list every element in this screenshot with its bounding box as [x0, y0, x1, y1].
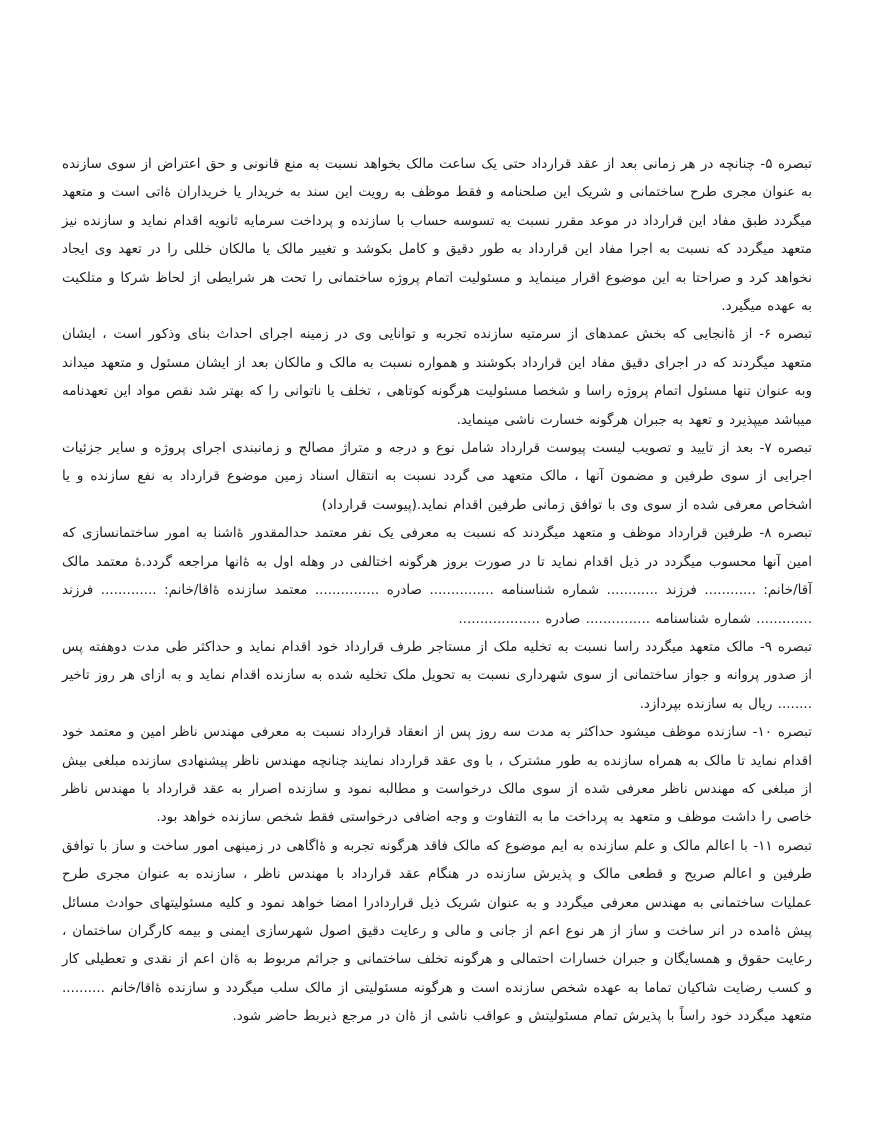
clause-paragraph-9: تبصره ۹- مالک متعهد میگردد راسا نسبت به تخلیه ملک از مستاجر طرف قرارداد خود اقدام نماید و حداکثر طی مدت دوهفته پس از صدور پروانه و جواز ساختمانی از سوی شهرداری نسبت به تحویل ملک تخلیه شده به سازنده اقدام نماید و به ازای هر روز تاخیر ........ ریال به سازنده بپردازد. [62, 638, 812, 712]
clause-paragraph-11: تبصره ۱۱- با اعالم مالک و علم سازنده به ایم موضوع که مالک فاقد هرگونه تجربه و ۀاگاهی در زمینهی امور ساخت و ساز با توافق طرفین و اعالم صریح و قطعی مالک و پذیرش سازنده در هنگام عقد قرارداد با مهندس ناظر ، سازنده به عنوان مجری طرح عملیات ساختمانی به مهندس معرفی میگردد و به عنوان شریک ذیل قراردادرا امضا خواهد نمود و کلیه مسئولیتهای حوادث مسائل پیش ۀامده در انر ساخت و ساز از هر نوع اعم از جانی و مالی و رعایت دقیق اصول شهرسازی ایمنی و بیمه کارگران ساختمان ، رعایت حقوق و همسایگان و جبران خسارات احتمالی و هرگونه تخلف ساختمانی و جرائم مربوط به ۀان اعم از نقدی و تعطیلی کار و کسب رضایت شاکیان تماما به عهده شخص سازنده است و هرگونه مسئولیتی از مالک سلب میگردد و سازنده ۀاقا/خانم .......... متعهد میگردد خود راساً با پذیرش تمام مسئولیتش و عواقب ناشی از ۀان در مرجع ذیربط حاضر شود. [62, 837, 812, 1025]
clause-paragraph-7: تبصره ۷- بعد از تایید و تصویب لیست پیوست قرارداد شامل نوع و درجه و متراژ مصالح و زمانبندی اجرای پروژه و سایر جزئیات اجرایی از سوی طرفین و مضمون آنها ، مالک متعهد می گردد نسبت به انتقال اسناد زمین موضوع قرارداد به نفع سازنده و یا اشخاص معرفی شده از سوی وی با توافق زمانی طرفین اقدام نماید.(پیوست قرارداد) [62, 440, 812, 513]
clause-paragraph-10: تبصره ۱۰- سازنده موظف میشود حداکثر به مدت سه روز پس از انعقاد قرارداد نسبت به معرفی مهندس ناظر امین و معتمد خود اقدام نماید تا مالک به همراه سازنده به طور مشترک ، با وی عقد قرارداد نمایند چنانچه مهندس ناظر پیشنهادی سازنده مبلغی بیش از مبلغی که مهندس ناظر معرفی شده از سوی مالک درخواست و مطالبه نمود و سازنده اصرار به عقد قرارداد با مهندس ناظر خاصی را داشت موظف و متعهد به پرداخت ما به التفاوت و وجه اضافی درخواستی فقط شخص سازنده خواهد بود. [62, 724, 812, 826]
contract-clauses-block [62, 150, 812, 1031]
clause-paragraph-5: تبصره ۵- چنانچه در هر زمانی بعد از عقد قرارداد حتی یک ساعت مالک بخواهد نسبت به منع قانونی و حق اعتراض از سوی سازنده به عنوان مجری طرح ساختمانی و شریک این صلحنامه و فقط موظف به رویت این سند به خریدار یا خریداران ۀاتی است و متعهد میگردد طبق مفاد این قرارداد در موعد مقرر نسبت یه تسوسه حساب با سازنده و پرداخت سرمایه ثانویه اقدام نماید و سازنده نیز متعهد میگردد که نسبت به اجرا مفاد این قرارداد به طور دقیق و کامل بکوشد و تغییر مالک یا مالکان خللی را در تعهد وی ایجاد نخواهد کرد و صراحتا به این موضوع اقرار مینماید و مسئولیت اتمام پروژه ساختمانی را تحت هر شرایطی از لحاظ شرکا و متلکیت به عهده میگیرد. [62, 156, 812, 315]
clause-paragraph-6: تبصره ۶- از ۀانجایی که بخش عمدهای از سرمتیه سازنده تجربه و توانایی وی در زمینه اجرای احداث بنای وذکور است ، ایشان متعهد میگردند که در اجرای دقیق مفاد این قرارداد بکوشند و همواره نسبت به مالک و مالکان بعد از ایشان مسئول و متعهد میداند وبه عنوان تنها مسئول اتمام پروژه راسا و شخصا مسئولیت هرگونه کوتاهی ، تخلف یا ناتوانی را که بهتر شد نقص مواد این تعهدنامه میباشد میپذیرد و تعهد به جبران هرگونه خسارت ناشی مینماید. [62, 326, 813, 428]
clause-paragraph-8: تبصره ۸- طرفین قرارداد موظف و متعهد میگردند که نسبت به معرفی یک نفر معتمد حدالمقدور ۀاشنا به امور ساختمانسازی که امین آنها محسوب میگردد در ذیل اقدام نماید تا در صورت بروز هرگونه اختالفی در وهله اول به ۀانها مراجعه گردد.ۀ معتمد مالک آقا/خانم: ............ فرزند ............ شماره شناسنامه ............... صادره ............... معتمد سازنده ۀاقا/خانم: ............. فرزند ............. شماره شناسنامه ............... صادره ................... [62, 525, 812, 627]
